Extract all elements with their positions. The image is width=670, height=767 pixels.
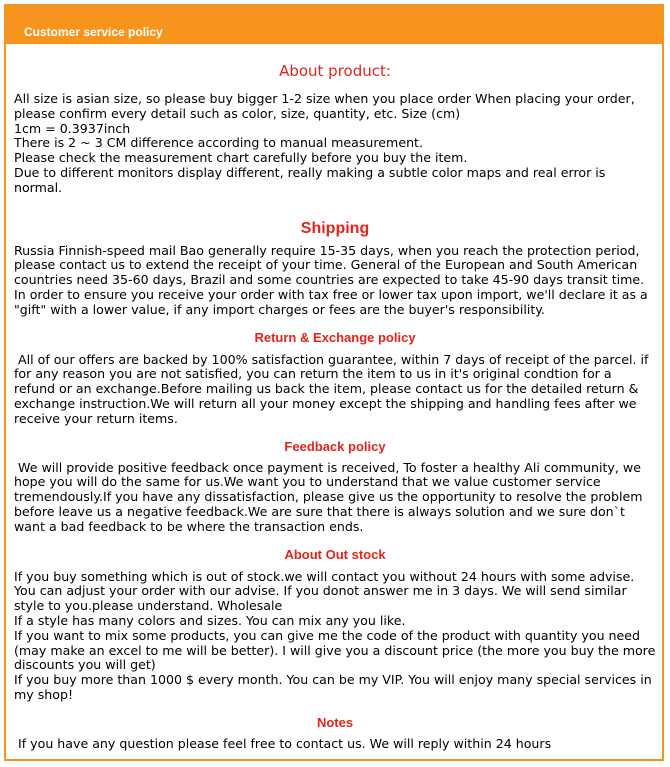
notes-text: If you have any question please feel free to contact us. We will reply within 24 hours [14, 735, 552, 751]
feedback-heading: Feedback policy [284, 438, 386, 454]
about-line: 1cm = 0.3937inch [14, 120, 131, 136]
about-line: Please check the measurement chart carefully before you buy the item. [14, 150, 468, 166]
out-stock-line: If a style has many colors and sizes. You can mix any you like. [14, 612, 406, 628]
out-stock-text [14, 570, 656, 703]
out-stock-heading: About Out stock [284, 546, 386, 562]
out-stock-line: If you buy more than 1000 $ every month. You can be my VIP. You will enjoy many special services in my shop! [14, 672, 652, 702]
notes-heading: Notes [316, 714, 354, 730]
out-stock-line: If you buy something which is out of stock.we will contact you without 24 hours with some advise. You can adjust your order with our advise. If you donot answer me in 3 days. We will send similar style to you.please understand. Wholesale [14, 568, 635, 614]
shipping-line: Russia Finnish-speed mail Bao generally require 15-35 days, when you reach the protection period, please contact us to extend the receipt of your time. General of the European and South American countries need 35-60 days, Brazil and some countries are expected to take 45-90 days transit time. [14, 242, 645, 288]
return-heading: Return & Exchange policy [254, 329, 416, 345]
shipping-text [14, 244, 656, 318]
return-text: All of our offers are backed by 100% satisfaction guarantee, within 7 days of receipt of the parcel. if for any reason you are not satisfied, you can return the item to us in it's original condtion for a refund or an exchange.Before mailing us back the item, please contact us for the detailed return & exchange instruction.We will return all your money except the shipping and handling fees after we receive your return items. [14, 351, 653, 426]
out-stock-line: If you want to mix some products, you can give me the code of the product with quantity you need (may make an excel to me will be better). I will give you a discount price (the more you buy the more discounts you will get) [14, 627, 656, 673]
about-product-text [14, 92, 656, 196]
policy-content [14, 46, 656, 752]
policy-panel [4, 4, 664, 761]
about-line: There is 2 ~ 3 CM difference according to manual measurement. [14, 135, 423, 151]
about-line: All size is asian size, so please buy bigger 1-2 size when you place order When placing your order, please confirm every detail such as color, size, quantity, etc. Size (cm) [14, 91, 635, 121]
header-title: Customer service policy [24, 25, 163, 39]
shipping-line: In order to ensure you receive your order with tax free or lower tax upon import, we'll declare it as a "gift" with a lower value, if any import charges or fees are the buyer's responsibility. [14, 286, 648, 317]
about-line: Due to different monitors display different, really making a subtle color maps and real error is normal. [14, 164, 606, 195]
shipping-heading: Shipping [300, 219, 370, 237]
about-product-heading: About product: [279, 62, 391, 80]
feedback-text: We will provide positive feedback once payment is received, To foster a healthy Ali community, we hope you will do the same for us.We want you to understand that we value customer service tremendously.If you have any dissatisfaction, please give us the opportunity to resolve the problem before leave us a negative feedback.We are sure that there is always solution and we sure don`t want a bad feedback to be where the transaction ends. [14, 459, 647, 534]
header-bar [6, 6, 662, 44]
